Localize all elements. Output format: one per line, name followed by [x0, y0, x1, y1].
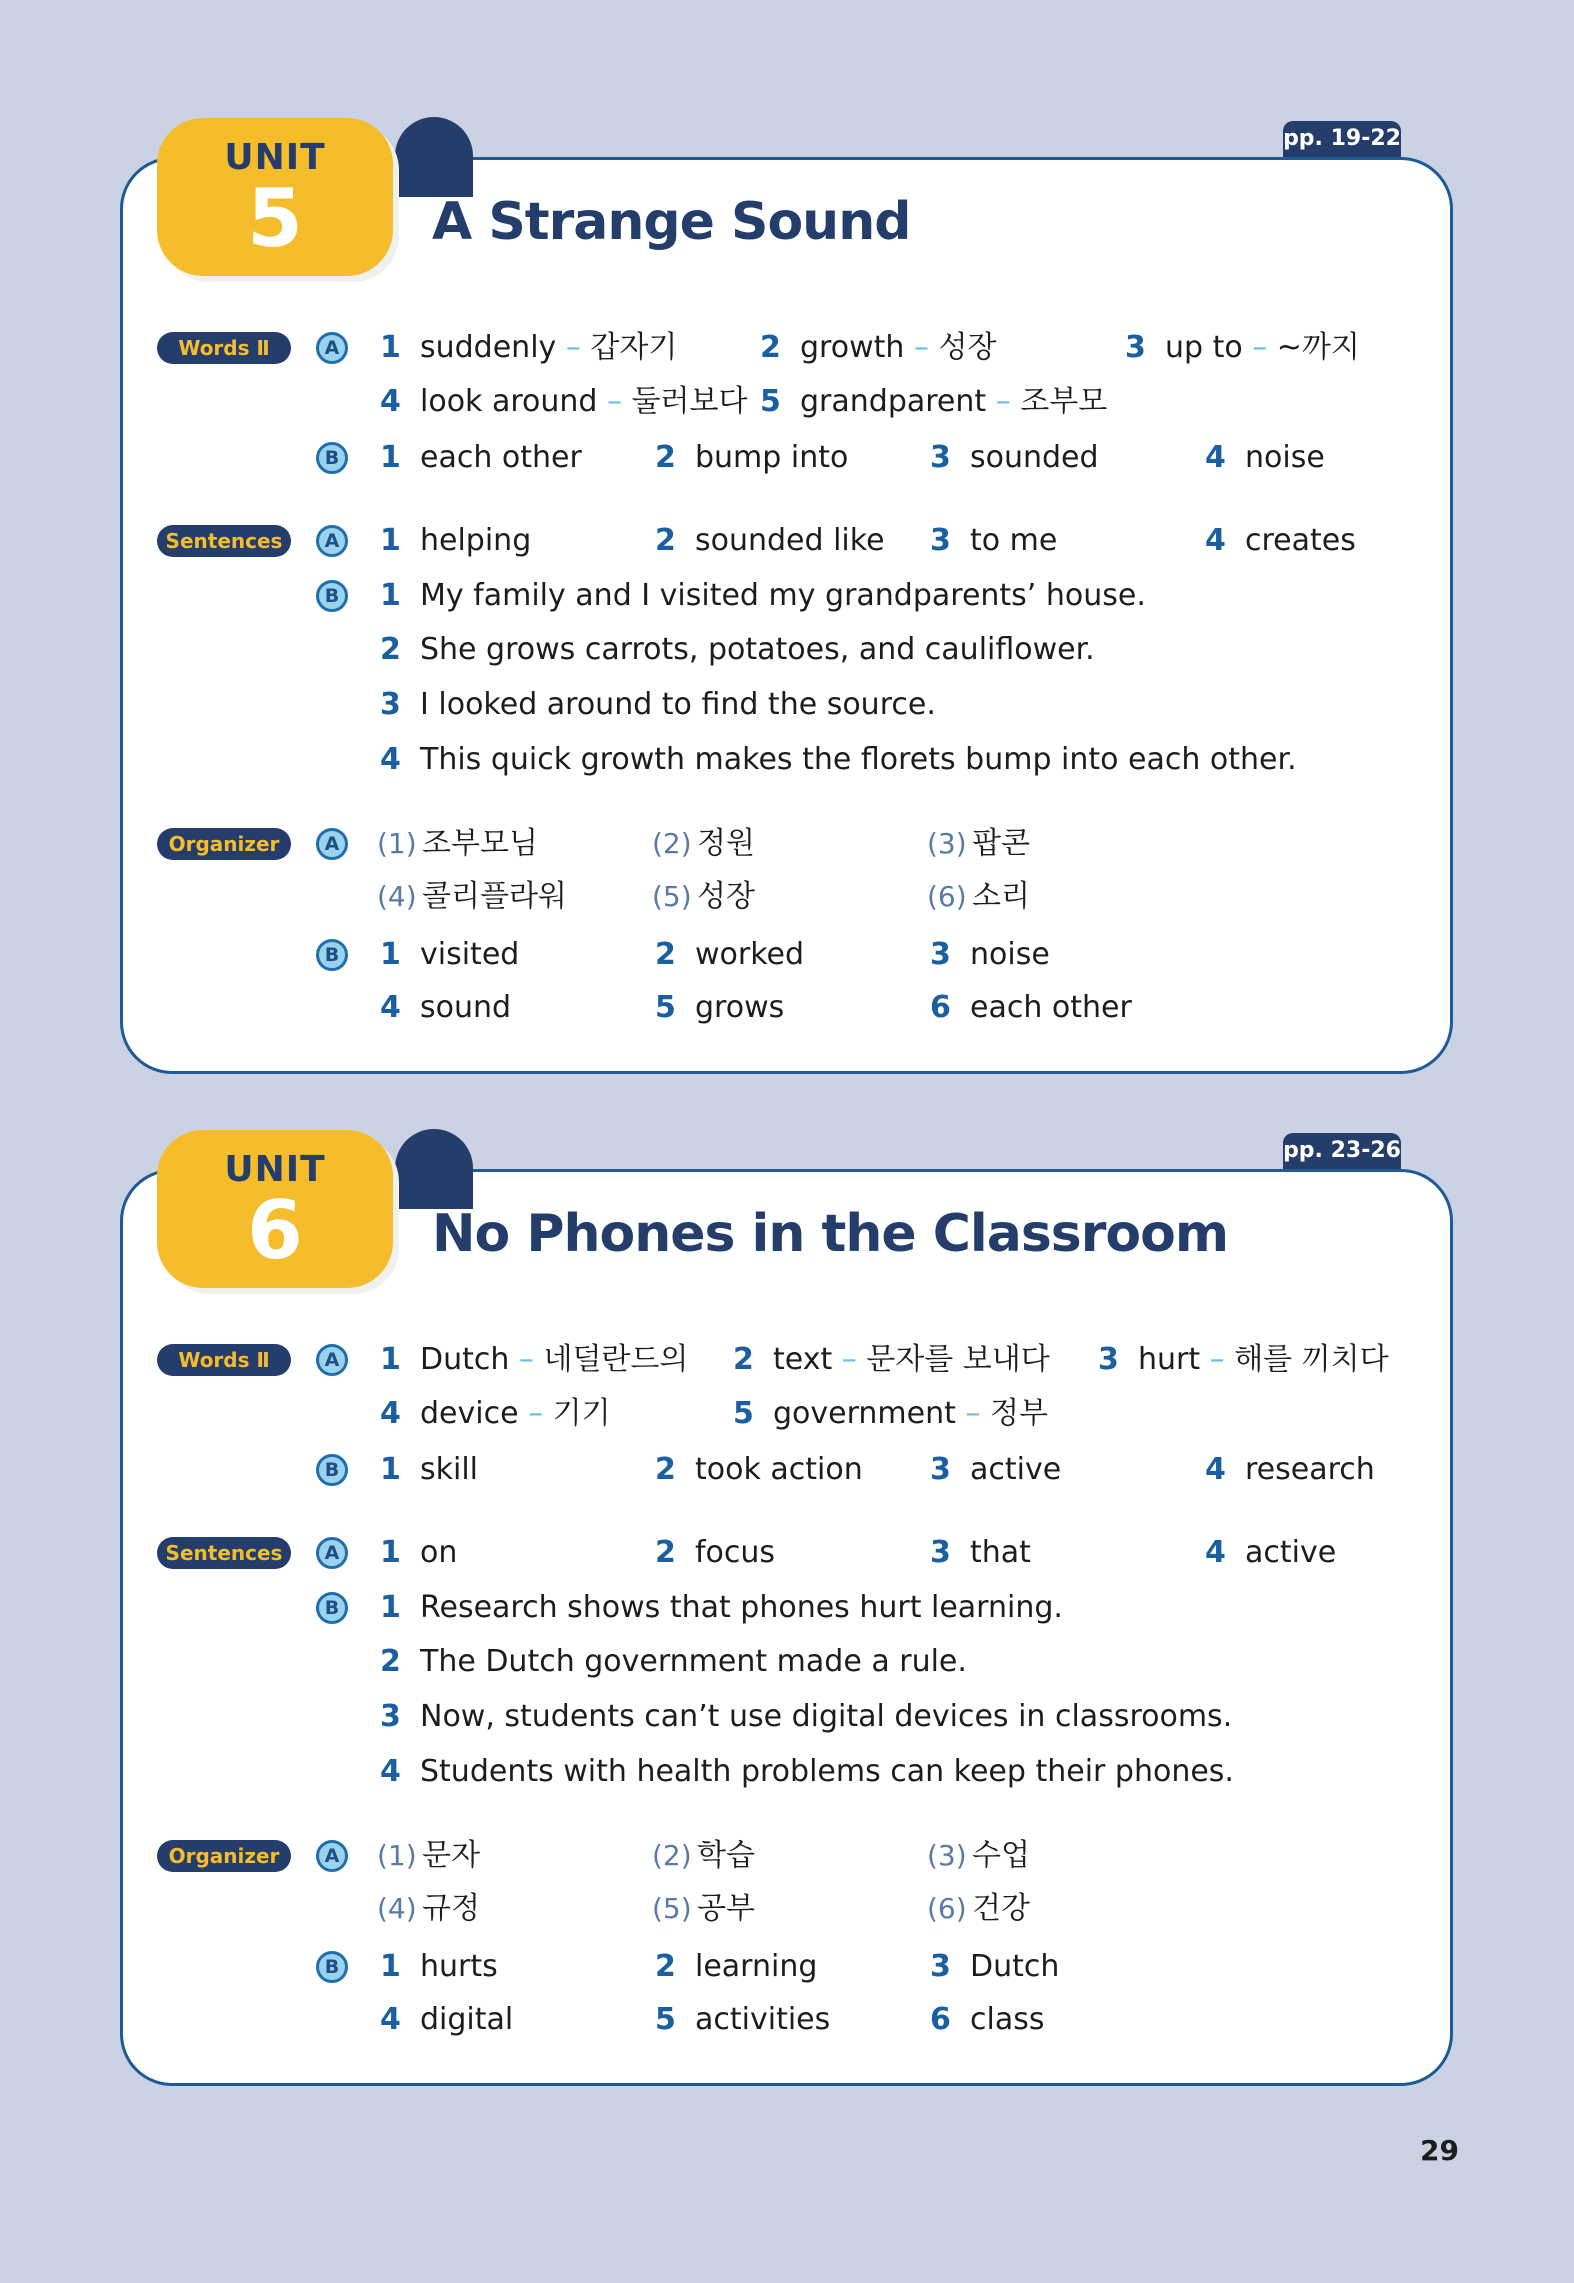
item-text: creates — [1245, 523, 1356, 558]
badge-tab — [395, 1129, 473, 1209]
item-number: 2 — [380, 1644, 401, 1679]
words-a-item — [733, 1394, 1048, 1434]
item-text: 팝콘 — [972, 826, 1030, 861]
item-text: My family and I visited my grandparents’ house. — [420, 578, 1146, 613]
item-number: 2 — [655, 1949, 676, 1984]
item-number: (6) — [927, 1892, 967, 1925]
item-number: 3 — [930, 523, 951, 558]
word-korean: 조부모 — [1020, 384, 1108, 419]
section-label: Words Ⅱ — [157, 332, 291, 364]
organizer-a-item — [377, 877, 567, 917]
item-number: 4 — [380, 742, 401, 777]
item-text: hurts — [420, 1949, 498, 1984]
item-text: helping — [420, 523, 532, 558]
word-english: government — [773, 1396, 956, 1431]
item-number: 3 — [930, 1949, 951, 1984]
words-b-item — [655, 1450, 863, 1490]
words-a-item — [760, 328, 996, 368]
item-text: class — [970, 2002, 1045, 2037]
words-a-item — [380, 1394, 611, 1434]
item-number: 1 — [380, 1452, 401, 1487]
words-b-item — [930, 438, 1099, 478]
item-text: skill — [420, 1452, 479, 1487]
item-number: (2) — [652, 1839, 692, 1872]
item-text: on — [420, 1535, 458, 1570]
item-number: 4 — [1205, 1452, 1226, 1487]
item-text: This quick growth makes the florets bump into each other. — [420, 742, 1297, 777]
item-text: learning — [695, 1949, 818, 1984]
word-dash: – — [518, 1396, 553, 1431]
item-number: (3) — [927, 827, 967, 860]
word-korean: 갑자기 — [590, 330, 678, 365]
sentences-a-item — [380, 521, 531, 561]
sentences-a-item — [655, 1533, 775, 1573]
word-korean: 성장 — [938, 330, 997, 365]
page-number: 29 — [1420, 2134, 1459, 2167]
sentences-a-item — [655, 521, 885, 561]
item-text: 성장 — [697, 879, 755, 914]
item-number: (1) — [377, 827, 417, 860]
item-number: 1 — [380, 523, 401, 558]
word-korean: 네덜란드의 — [543, 1342, 689, 1377]
organizer-b-item — [930, 2000, 1044, 2040]
word-dash: – — [986, 384, 1021, 419]
organizer-a-item — [377, 1889, 480, 1929]
organizer-b-item — [380, 1947, 498, 1987]
organizer-a-item — [927, 1889, 1030, 1929]
unit-number: 5 — [247, 172, 303, 265]
section-label: Organizer — [157, 1840, 291, 1872]
word-dash: – — [556, 330, 591, 365]
item-text: Students with health problems can keep their phones. — [420, 1754, 1234, 1789]
item-number: 1 — [380, 440, 401, 475]
organizer-a-item — [652, 1836, 755, 1876]
section-label: Sentences — [157, 1537, 291, 1569]
words-a-item — [380, 328, 677, 368]
item-number: 6 — [930, 2002, 951, 2037]
section-label: Organizer — [157, 828, 291, 860]
item-number: 3 — [930, 1535, 951, 1570]
item-text: I looked around to find the source. — [420, 687, 936, 722]
item-number: (2) — [652, 827, 692, 860]
item-text: worked — [695, 937, 805, 972]
organizer-a-item — [652, 1889, 755, 1929]
item-number: 3 — [380, 687, 401, 722]
item-text: research — [1245, 1452, 1375, 1487]
word-dash: – — [832, 1342, 867, 1377]
item-text: grows — [695, 990, 785, 1025]
item-text: 수업 — [972, 1838, 1030, 1873]
item-text: 건강 — [972, 1891, 1030, 1926]
item-number: 3 — [380, 1699, 401, 1734]
page-range-tag: pp. 23-26 — [1283, 1133, 1401, 1169]
word-korean: 기기 — [552, 1396, 611, 1431]
item-number: 3 — [930, 440, 951, 475]
item-text: bump into — [695, 440, 849, 475]
circle-label-b: B — [316, 1592, 348, 1624]
circle-label-a: A — [316, 1537, 348, 1569]
sentence-b-item — [380, 1588, 1063, 1628]
sentences-a-item — [1205, 1533, 1336, 1573]
circle-label-b: B — [316, 442, 348, 474]
item-text: visited — [420, 937, 520, 972]
organizer-b-item — [380, 935, 519, 975]
circle-label-a: A — [316, 828, 348, 860]
item-number: 5 — [655, 2002, 676, 2037]
item-text: noise — [1245, 440, 1325, 475]
word-dash: – — [904, 330, 939, 365]
item-text: 규정 — [422, 1891, 480, 1926]
word-dash: – — [597, 384, 632, 419]
word-english: suddenly — [420, 330, 557, 365]
words-a-item — [380, 1340, 688, 1380]
section-label: Words Ⅱ — [157, 1344, 291, 1376]
organizer-b-item — [655, 935, 804, 975]
words-b-item — [1205, 1450, 1375, 1490]
item-text: Now, students can’t use digital devices in classrooms. — [420, 1699, 1233, 1734]
words-a-item — [760, 382, 1107, 422]
item-number: 4 — [1205, 523, 1226, 558]
unit-badge — [157, 118, 393, 276]
organizer-b-item — [655, 1947, 817, 1987]
unit-number: 6 — [247, 1184, 303, 1277]
word-dash: – — [1242, 330, 1277, 365]
item-text: to me — [970, 523, 1058, 558]
item-number: (5) — [652, 1892, 692, 1925]
word-english: text — [773, 1342, 833, 1377]
circle-label-a: A — [316, 1344, 348, 1376]
sentences-a-item — [930, 521, 1057, 561]
item-number: 1 — [380, 578, 401, 613]
item-number: (6) — [927, 880, 967, 913]
item-number: 2 — [655, 523, 676, 558]
item-text: 문자 — [422, 1838, 480, 1873]
sentences-a-item — [380, 1533, 457, 1573]
item-number: 4 — [380, 384, 401, 419]
item-text: activities — [695, 2002, 831, 2037]
item-text: that — [970, 1535, 1031, 1570]
sentence-b-item — [380, 1642, 967, 1682]
item-number: 2 — [655, 937, 676, 972]
organizer-b-item — [380, 2000, 513, 2040]
item-number: 4 — [1205, 1535, 1226, 1570]
organizer-b-item — [930, 1947, 1059, 1987]
word-korean: 둘러보다 — [631, 384, 748, 419]
item-number: 3 — [930, 1452, 951, 1487]
sentence-b-item — [380, 576, 1146, 616]
organizer-b-item — [380, 988, 511, 1028]
item-text: 학습 — [697, 1838, 755, 1873]
item-text: noise — [970, 937, 1050, 972]
sentence-b-item — [380, 630, 1095, 670]
item-text: took action — [695, 1452, 863, 1487]
words-a-item — [1098, 1340, 1389, 1380]
organizer-b-item — [930, 935, 1050, 975]
item-number: 4 — [380, 990, 401, 1025]
item-text: 소리 — [972, 879, 1030, 914]
item-number: 5 — [733, 1396, 754, 1431]
item-number: 4 — [380, 2002, 401, 2037]
item-number: 4 — [380, 1754, 401, 1789]
sentences-a-item — [1205, 521, 1356, 561]
item-text: sound — [420, 990, 512, 1025]
item-text: She grows carrots, potatoes, and cauliflower. — [420, 632, 1095, 667]
words-b-item — [380, 438, 582, 478]
words-b-item — [655, 438, 848, 478]
item-text: sounded — [970, 440, 1099, 475]
item-number: 2 — [733, 1342, 754, 1377]
item-number: 4 — [1205, 440, 1226, 475]
word-english: look around — [420, 384, 598, 419]
unit-label: UNIT — [224, 137, 326, 178]
item-text: Dutch — [970, 1949, 1060, 1984]
item-number: 3 — [930, 937, 951, 972]
item-number: 6 — [930, 990, 951, 1025]
item-number: 3 — [1098, 1342, 1119, 1377]
item-text: 공부 — [697, 1891, 755, 1926]
item-text: Research shows that phones hurt learning. — [420, 1590, 1063, 1625]
circle-label-b: B — [316, 1454, 348, 1486]
words-a-item — [380, 382, 747, 422]
badge-tab — [395, 117, 473, 197]
circle-label-b: B — [316, 580, 348, 612]
unit-badge — [157, 1130, 393, 1288]
item-number: 4 — [380, 1396, 401, 1431]
words-b-item — [380, 1450, 478, 1490]
sentence-b-item — [380, 685, 936, 725]
item-number: 2 — [655, 440, 676, 475]
item-number: 1 — [380, 1949, 401, 1984]
section-label: Sentences — [157, 525, 291, 557]
page-range-tag: pp. 19-22 — [1283, 121, 1401, 157]
word-english: growth — [800, 330, 905, 365]
word-english: Dutch — [420, 1342, 510, 1377]
organizer-a-item — [927, 877, 1030, 917]
organizer-a-item — [927, 824, 1030, 864]
item-number: 1 — [380, 937, 401, 972]
item-text: active — [970, 1452, 1062, 1487]
words-a-item — [1125, 328, 1360, 368]
circle-label-b: B — [316, 939, 348, 971]
item-number: (3) — [927, 1839, 967, 1872]
item-number: (1) — [377, 1839, 417, 1872]
item-text: The Dutch government made a rule. — [420, 1644, 967, 1679]
organizer-a-item — [652, 877, 755, 917]
item-number: 2 — [655, 1452, 676, 1487]
item-text: 정원 — [697, 826, 755, 861]
organizer-a-item — [652, 824, 755, 864]
item-number: 3 — [1125, 330, 1146, 365]
word-english: up to — [1165, 330, 1243, 365]
word-dash: – — [509, 1342, 544, 1377]
item-text: 조부모님 — [422, 826, 538, 861]
item-number: 2 — [760, 330, 781, 365]
item-number: 1 — [380, 1535, 401, 1570]
word-english: device — [420, 1396, 519, 1431]
item-number: 1 — [380, 330, 401, 365]
organizer-a-item — [377, 824, 538, 864]
word-korean: 정부 — [989, 1396, 1048, 1431]
organizer-b-item — [655, 2000, 830, 2040]
word-dash: – — [955, 1396, 990, 1431]
words-a-item — [733, 1340, 1050, 1380]
circle-label-b: B — [316, 1951, 348, 1983]
circle-label-a: A — [316, 525, 348, 557]
organizer-b-item — [930, 988, 1132, 1028]
sentence-b-item — [380, 1752, 1234, 1792]
item-number: 2 — [655, 1535, 676, 1570]
item-number: 1 — [380, 1590, 401, 1625]
item-number: (4) — [377, 1892, 417, 1925]
item-text: each other — [420, 440, 582, 475]
item-text: digital — [420, 2002, 514, 2037]
sentences-a-item — [930, 1533, 1031, 1573]
organizer-b-item — [655, 988, 784, 1028]
item-text: each other — [970, 990, 1132, 1025]
item-text: active — [1245, 1535, 1337, 1570]
item-text: 콜리플라워 — [422, 879, 567, 914]
item-number: 1 — [380, 1342, 401, 1377]
word-korean: 해를 끼치다 — [1234, 1342, 1389, 1377]
item-number: (4) — [377, 880, 417, 913]
unit-label: UNIT — [224, 1149, 326, 1190]
word-dash: – — [1200, 1342, 1235, 1377]
word-english: grandparent — [800, 384, 987, 419]
item-number: (5) — [652, 880, 692, 913]
words-b-item — [1205, 438, 1325, 478]
word-english: hurt — [1138, 1342, 1201, 1377]
item-text: sounded like — [695, 523, 885, 558]
item-number: 5 — [655, 990, 676, 1025]
sentence-b-item — [380, 740, 1297, 780]
organizer-a-item — [927, 1836, 1030, 1876]
unit-title: No Phones in the Classroom — [432, 1204, 1228, 1264]
sentence-b-item — [380, 1697, 1232, 1737]
item-number: 2 — [380, 632, 401, 667]
item-text: focus — [695, 1535, 776, 1570]
unit-title: A Strange Sound — [432, 192, 911, 252]
words-b-item — [930, 1450, 1061, 1490]
item-number: 5 — [760, 384, 781, 419]
organizer-a-item — [377, 1836, 480, 1876]
word-korean: ~까지 — [1276, 330, 1360, 365]
circle-label-a: A — [316, 1840, 348, 1872]
word-korean: 문자를 보내다 — [866, 1342, 1050, 1377]
circle-label-a: A — [316, 332, 348, 364]
